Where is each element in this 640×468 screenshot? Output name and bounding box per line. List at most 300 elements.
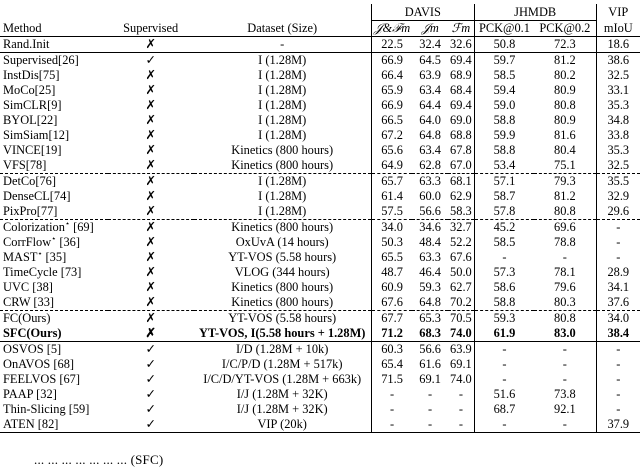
- cell-miou: 34.8: [596, 113, 640, 128]
- cell-method: [0, 311, 108, 327]
- cell-sup: ✓: [145, 402, 156, 416]
- cell-fm: -: [448, 417, 474, 433]
- cell-sup: ✗: [145, 98, 156, 112]
- cell-jm: -: [428, 402, 433, 416]
- cell-jm: 63.9: [419, 68, 441, 82]
- cell-pck2: 83.0: [554, 326, 576, 340]
- cell-method: [0, 189, 108, 204]
- cell-jm: 34.6: [412, 220, 448, 236]
- table-row: [0, 326, 640, 342]
- cell-method: [0, 417, 108, 433]
- cell-jf: -: [371, 417, 412, 433]
- cell-fm: 70.5: [448, 311, 474, 327]
- table-row: [0, 158, 640, 174]
- cell-fm: -: [458, 402, 463, 416]
- cell-method: [0, 113, 108, 128]
- cell-pck1: 50.8: [474, 37, 534, 53]
- table-row: [0, 265, 640, 280]
- method-name: VFS[78]: [3, 158, 47, 172]
- method-star: ⋆: [64, 218, 70, 228]
- cell-method: [0, 128, 108, 143]
- method-name: SimSiam[12]: [3, 128, 70, 142]
- table-row: [0, 372, 640, 387]
- cell-jf: 22.5: [371, 37, 412, 53]
- cell-pck1: 61.9: [474, 326, 534, 342]
- cell-pck1: -: [474, 342, 534, 358]
- cell-sup: ✓: [145, 357, 156, 371]
- cell-jm: 48.4: [419, 235, 441, 249]
- cell-sup: ✗: [145, 113, 156, 127]
- method-name: SimCLR[9]: [3, 98, 62, 112]
- cell-pck1: 58.8: [474, 143, 534, 158]
- method-star: ⋆: [51, 233, 57, 243]
- cell-pck1: 59.3: [474, 311, 534, 327]
- cell-pck1: 59.7: [474, 53, 534, 69]
- cell-jm: 63.3: [419, 250, 441, 264]
- cell-fm: 68.1: [448, 174, 474, 190]
- cell-pck1: 57.1: [474, 174, 534, 190]
- results-table: [0, 4, 640, 433]
- cell-sup: ✓: [145, 372, 156, 386]
- cell-sup: ✗: [145, 280, 156, 294]
- method-name: TimeCycle [73]: [3, 265, 82, 279]
- cell-sup: ✗: [145, 265, 156, 279]
- cell-miou: 32.9: [596, 189, 640, 204]
- table-row: [0, 113, 640, 128]
- cell-fm: 68.9: [450, 68, 472, 82]
- cell-pck1: 58.8: [474, 295, 534, 311]
- table-row: [0, 174, 640, 190]
- cell-jm: 64.8: [419, 295, 441, 309]
- cell-jf: 71.5: [371, 372, 412, 387]
- cell-method: [0, 250, 108, 265]
- cell-dataset: I (1.28M): [258, 83, 307, 97]
- cell-method: [0, 83, 108, 98]
- cell-miou: 38.6: [596, 53, 640, 69]
- cell-method: [0, 68, 108, 83]
- cell-miou: 34.1: [596, 280, 640, 295]
- cell-pck2: -: [562, 250, 567, 264]
- cell-jf: 65.9: [371, 83, 412, 98]
- header-method: Method: [3, 21, 42, 35]
- cell-sup: ✗: [145, 68, 156, 82]
- cell-fm: 70.2: [450, 295, 472, 309]
- header-davis-fm: ℱm: [448, 21, 474, 37]
- cell-method: [0, 53, 108, 69]
- cell-method: [0, 235, 108, 250]
- cell-sup: ✓: [108, 342, 194, 358]
- method-name: CRW [33]: [3, 295, 55, 309]
- cell-jm: 46.4: [419, 265, 441, 279]
- cell-pck1: -: [474, 250, 534, 265]
- table-row: [0, 128, 640, 143]
- cell-method: [0, 265, 108, 280]
- header-dataset: Dataset (Size): [247, 21, 318, 35]
- cell-fm: 69.4: [448, 53, 474, 69]
- header-vip-miou: mIoU: [596, 21, 640, 37]
- cell-miou: 33.8: [596, 128, 640, 143]
- method-star: ⋆: [37, 248, 43, 258]
- method-name: MAST: [3, 250, 38, 264]
- cell-miou: -: [596, 342, 640, 358]
- header-davis: DAVIS: [371, 4, 474, 21]
- cell-miou: 37.9: [596, 417, 640, 433]
- cell-jf: 67.6: [371, 295, 412, 311]
- cell-sup: ✗: [108, 174, 194, 190]
- table-row: [0, 311, 640, 327]
- table-row: [0, 204, 640, 220]
- cell-pck1: 58.5: [474, 68, 534, 83]
- cell-jm: 68.3: [419, 326, 441, 340]
- method-name: OnAVOS [68]: [3, 357, 75, 371]
- cell-fm: 67.8: [450, 143, 472, 157]
- cell-pck2: 69.6: [534, 220, 596, 236]
- cell-dataset: Kinetics (800 hours): [231, 295, 334, 309]
- cell-sup: ✗: [145, 158, 156, 172]
- cell-method: [0, 98, 108, 113]
- cell-miou: -: [596, 220, 640, 236]
- cell-jf: 67.2: [371, 128, 412, 143]
- cell-pck2: -: [534, 342, 596, 358]
- cell-sup: ✗: [145, 295, 156, 309]
- cell-method: [0, 387, 108, 402]
- table-row: [0, 250, 640, 265]
- cell-fm: 74.0: [450, 372, 472, 386]
- cell-jm: 63.3: [412, 174, 448, 190]
- cell-pck2: 80.8: [554, 204, 576, 218]
- cell-sup: ✓: [108, 53, 194, 69]
- cell-jf: 65.4: [371, 357, 412, 372]
- cell-jf: 64.9: [371, 158, 412, 174]
- cell-jm: 65.3: [412, 311, 448, 327]
- cell-pck1: 59.9: [474, 128, 534, 143]
- header-jhmdb-pck01: PCK@0.1: [474, 21, 534, 37]
- cell-pck2: 80.8: [554, 98, 576, 112]
- cell-dataset: I (1.28M): [258, 68, 307, 82]
- method-name: UVC [38]: [3, 280, 53, 294]
- method-name: DenseCL[74]: [3, 189, 71, 203]
- cell-dataset: I/C/D/YT-VOS (1.28M + 663k): [203, 372, 362, 386]
- cell-fm: 68.4: [450, 83, 472, 97]
- cell-dataset: I/J (1.28M + 32K): [236, 387, 328, 401]
- cell-jf: 65.5: [371, 250, 412, 265]
- table-row: [0, 53, 640, 69]
- cell-pck1: 68.7: [474, 402, 534, 417]
- cell-dataset: I (1.28M): [258, 128, 307, 142]
- cell-pck2: 80.2: [554, 68, 576, 82]
- cell-jm: 69.1: [419, 372, 441, 386]
- cell-pck2: -: [562, 372, 567, 386]
- cell-fm: 68.8: [450, 128, 472, 142]
- cell-pck2: 80.8: [534, 311, 596, 327]
- cell-pck2: 79.6: [554, 280, 576, 294]
- cell-pck2: 81.2: [534, 53, 596, 69]
- cell-jf: 60.3: [371, 342, 412, 358]
- cell-miou: 35.5: [596, 174, 640, 190]
- cell-jm: 62.8: [419, 158, 441, 172]
- cell-pck2: 80.9: [554, 113, 576, 127]
- cell-miou: 29.6: [596, 204, 640, 220]
- method-name: MoCo[25]: [3, 83, 56, 97]
- method-name: FEELVOS [67]: [3, 372, 80, 386]
- cell-fm: 32.6: [448, 37, 474, 53]
- cell-method: [0, 158, 108, 174]
- cell-pck1: 57.3: [474, 265, 534, 280]
- table-row: [0, 402, 640, 417]
- table-row: [0, 98, 640, 113]
- cell-miou: -: [596, 235, 640, 250]
- method-ref: [36]: [56, 235, 80, 249]
- cell-jf: 60.9: [371, 280, 412, 295]
- cell-jm: 63.4: [419, 83, 441, 97]
- cell-jm: 56.6: [419, 204, 441, 218]
- cell-method: [0, 295, 108, 311]
- cell-jm: -: [412, 417, 448, 433]
- cell-pck2: 80.4: [554, 143, 576, 157]
- cell-sup: ✗: [108, 311, 194, 327]
- cell-fm: 58.3: [450, 204, 472, 218]
- header-vip: VIP: [596, 4, 640, 21]
- cell-dataset: Kinetics (800 hours): [231, 158, 334, 172]
- cell-sup: ✗: [108, 37, 194, 53]
- cell-miou: 38.4: [596, 326, 640, 342]
- cell-fm: 69.4: [450, 98, 472, 112]
- cell-pck2: 80.9: [554, 83, 576, 97]
- cell-jf: 65.7: [371, 174, 412, 190]
- method-name: CorrFlow: [3, 235, 52, 249]
- cell-dataset: I/D (1.28M + 10k): [194, 342, 372, 358]
- cell-miou: 32.5: [596, 68, 640, 83]
- cell-pck1: 59.0: [474, 98, 534, 113]
- cell-jm: 32.4: [412, 37, 448, 53]
- table-row: [0, 37, 640, 53]
- cell-pck2: 75.1: [554, 158, 576, 172]
- cell-jf: 66.9: [371, 53, 412, 69]
- header-supervised: Supervised: [123, 21, 179, 35]
- cell-pck2: 78.1: [554, 265, 576, 279]
- cell-dataset: I (1.28M): [258, 98, 307, 112]
- table-row: [0, 417, 640, 433]
- cell-jf: 67.7: [371, 311, 412, 327]
- table-row: [0, 83, 640, 98]
- cell-pck2: 72.3: [534, 37, 596, 53]
- cell-pck2: 81.6: [554, 128, 576, 142]
- cell-pck2: 81.2: [554, 189, 576, 203]
- cell-fm: 74.0: [450, 326, 472, 340]
- cell-method: [0, 143, 108, 158]
- cell-method: [0, 372, 108, 387]
- header-jhmdb: JHMDB: [474, 4, 596, 21]
- cell-pck1: -: [474, 417, 534, 433]
- cell-fm: 67.0: [450, 158, 472, 172]
- cell-method: [0, 326, 108, 342]
- table-row: [0, 189, 640, 204]
- cell-dataset: YT-VOS, I(5.58 hours + 1.28M): [198, 326, 366, 340]
- cell-pck2: -: [562, 357, 567, 371]
- cell-method: [0, 204, 108, 220]
- cell-sup: ✗: [145, 326, 156, 340]
- cell-pck1: 45.2: [474, 220, 534, 236]
- cell-fm: 67.6: [450, 250, 472, 264]
- cell-dataset: VIP (20k): [194, 417, 372, 433]
- cell-fm: -: [458, 387, 463, 401]
- cell-dataset: YT-VOS (5.58 hours): [194, 311, 372, 327]
- cell-method: [0, 174, 108, 190]
- table-row: [0, 220, 640, 236]
- cell-pck1: -: [474, 357, 534, 372]
- cell-method: [0, 220, 108, 236]
- header-row-groups: [0, 4, 640, 21]
- cell-method: [0, 357, 108, 372]
- method-name: ATEN [82]: [3, 417, 59, 431]
- cell-jm: 59.3: [419, 280, 441, 294]
- cell-jm: 64.0: [419, 113, 441, 127]
- cell-jf: 65.6: [371, 143, 412, 158]
- header-davis-jm: 𝒥m: [412, 21, 448, 37]
- cell-jf: -: [371, 402, 412, 417]
- cell-jf: -: [371, 387, 412, 402]
- cell-sup: ✗: [145, 204, 156, 218]
- cell-jf: 66.4: [371, 68, 412, 83]
- method-name: PixPro[77]: [3, 204, 58, 218]
- cell-miou: -: [596, 357, 640, 372]
- caption-fragment: ... ... ... ... ... ... ... (SFC): [34, 452, 164, 467]
- cell-pck2: 73.8: [554, 387, 576, 401]
- cell-miou: 28.9: [596, 265, 640, 280]
- cell-dataset: Kinetics (800 hours): [231, 143, 334, 157]
- cell-dataset: I (1.28M): [258, 189, 307, 203]
- cell-dataset: I (1.28M): [258, 113, 307, 127]
- header-jhmdb-pck02: PCK@0.2: [534, 21, 596, 37]
- cell-miou: 34.0: [596, 311, 640, 327]
- cell-jm: 56.6: [412, 342, 448, 358]
- table-row: [0, 68, 640, 83]
- cell-pck1: 58.7: [474, 189, 534, 204]
- method-name: InstDis[75]: [3, 68, 60, 82]
- cell-miou: 35.3: [596, 143, 640, 158]
- cell-sup: ✗: [145, 143, 156, 157]
- cell-sup: ✗: [145, 83, 156, 97]
- cell-sup: ✗: [145, 250, 156, 264]
- cell-jf: 48.7: [371, 265, 412, 280]
- cell-miou: 18.6: [596, 37, 640, 53]
- cell-miou: -: [596, 372, 640, 387]
- cell-sup: ✗: [145, 235, 156, 249]
- cell-jf: 66.5: [371, 113, 412, 128]
- cell-dataset: -: [194, 37, 372, 53]
- cell-jf: 34.0: [371, 220, 412, 236]
- cell-dataset: Kinetics (800 hours): [231, 280, 334, 294]
- cell-fm: 62.7: [450, 280, 472, 294]
- cell-sup: ✓: [108, 417, 194, 433]
- table-row: [0, 235, 640, 250]
- method-name: Rand.Init: [3, 37, 50, 51]
- cell-dataset: Kinetics (800 hours): [194, 220, 372, 236]
- cell-pck1: 58.8: [474, 113, 534, 128]
- cell-pck1: -: [474, 372, 534, 387]
- cell-dataset: OxUvA (14 hours): [235, 235, 329, 249]
- cell-sup: ✓: [145, 387, 156, 401]
- cell-fm: 62.9: [450, 189, 472, 203]
- cell-sup: ✗: [145, 189, 156, 203]
- cell-miou: 37.6: [596, 295, 640, 311]
- cell-fm: 69.0: [450, 113, 472, 127]
- cell-pck2: 80.3: [554, 295, 576, 309]
- table-row: [0, 295, 640, 311]
- cell-pck1: 58.6: [474, 280, 534, 295]
- method-name: Supervised[26]: [3, 53, 79, 67]
- method-name: FC(Ours): [3, 311, 51, 325]
- cell-miou: -: [596, 250, 640, 265]
- cell-method: [0, 280, 108, 295]
- method-name: BYOL[22]: [3, 113, 58, 127]
- cell-sup: ✗: [108, 220, 194, 236]
- cell-dataset: I/J (1.28M + 32K): [236, 402, 328, 416]
- table-row: [0, 143, 640, 158]
- method-name: SFC(Ours): [3, 326, 62, 340]
- method-ref: [35]: [42, 250, 67, 264]
- cell-miou: -: [596, 402, 640, 417]
- method-name: Thin-Slicing [59]: [3, 402, 90, 416]
- cell-method: [0, 37, 108, 53]
- method-name: VINCE[19]: [3, 143, 62, 157]
- cell-jf: 50.3: [371, 235, 412, 250]
- cell-miou: -: [596, 387, 640, 402]
- cell-dataset: YT-VOS (5.58 hours): [228, 250, 337, 264]
- method-name: Colorization: [3, 220, 65, 234]
- cell-fm: 32.7: [448, 220, 474, 236]
- cell-jf: 66.9: [371, 98, 412, 113]
- cell-jm: -: [428, 387, 433, 401]
- cell-jm: 64.8: [419, 128, 441, 142]
- cell-jm: 61.6: [419, 357, 441, 371]
- cell-pck1: 51.6: [474, 387, 534, 402]
- method-name: PAAP [32]: [3, 387, 57, 401]
- cell-fm: 52.2: [450, 235, 472, 249]
- cell-jf: 71.2: [371, 326, 412, 342]
- header-davis-jf: 𝒥&ℱm: [371, 21, 412, 37]
- table-row: [0, 280, 640, 295]
- cell-miou: 33.1: [596, 83, 640, 98]
- cell-pck1: 58.5: [474, 235, 534, 250]
- cell-jm: 63.4: [419, 143, 441, 157]
- cell-jf: 61.4: [371, 189, 412, 204]
- cell-pck2: 79.3: [534, 174, 596, 190]
- cell-fm: 63.9: [448, 342, 474, 358]
- cell-method: [0, 402, 108, 417]
- cell-jm: 60.0: [419, 189, 441, 203]
- method-name: DetCo[76]: [3, 174, 56, 188]
- cell-dataset: I (1.28M): [258, 204, 307, 218]
- table-row: [0, 387, 640, 402]
- cell-jf: 57.5: [371, 204, 412, 220]
- cell-fm: 50.0: [450, 265, 472, 279]
- method-ref: [69]: [69, 220, 94, 234]
- table-row: [0, 342, 640, 358]
- cell-miou: 35.3: [596, 98, 640, 113]
- cell-pck1: 53.4: [474, 158, 534, 174]
- cell-pck1: 59.4: [474, 83, 534, 98]
- cell-dataset: I (1.28M): [194, 174, 372, 190]
- cell-pck2: 92.1: [554, 402, 576, 416]
- cell-method: [0, 342, 108, 358]
- table-row: [0, 357, 640, 372]
- cell-dataset: I (1.28M): [194, 53, 372, 69]
- cell-dataset: VLOG (344 hours): [234, 265, 330, 279]
- method-name: OSVOS [5]: [3, 342, 62, 356]
- cell-miou: 32.5: [596, 158, 640, 174]
- cell-jm: 64.4: [419, 98, 441, 112]
